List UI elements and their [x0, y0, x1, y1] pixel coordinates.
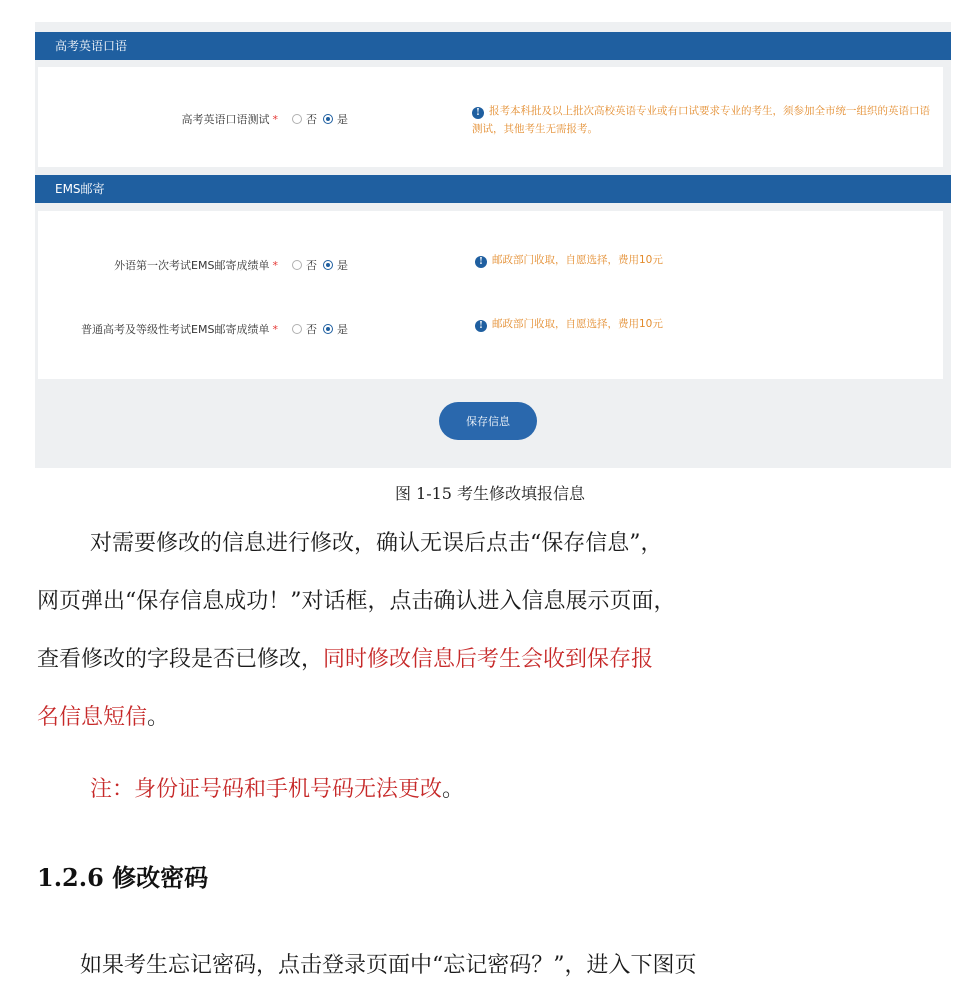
ems-field-options-2: [286, 321, 348, 337]
oral-test-card: [38, 67, 943, 167]
radio-no-label: 否: [306, 113, 317, 126]
info-icon: !: [475, 256, 487, 268]
paragraph-line: 对需要修改的信息进行修改，确认无误后点击“保存信息”，: [90, 531, 663, 556]
oral-test-label: 高考英语口语测试 *: [181, 113, 278, 126]
radio-yes[interactable]: [323, 324, 333, 334]
ems-hint-1: ! 邮政部门收取，自愿选择，费用10元: [475, 251, 663, 269]
oral-test-options: [286, 111, 348, 127]
paragraph-line: 名信息短信。: [37, 705, 170, 730]
radio-yes-label: 是: [337, 259, 348, 272]
radio-yes-label: 是: [337, 113, 348, 126]
save-info-button[interactable]: 保存信息: [439, 402, 537, 440]
radio-no[interactable]: [292, 114, 302, 124]
info-icon: !: [472, 107, 484, 119]
required-mark: *: [272, 259, 278, 272]
ems-field-options-1: [286, 257, 348, 273]
note-line: 注：身份证号码和手机号码无法更改。: [90, 777, 465, 802]
section-header-oral-test: 高考英语口语: [35, 32, 951, 60]
required-mark: *: [272, 113, 278, 126]
ems-field-label-2: 普通高考及等级性考试EMS邮寄成绩单 *: [81, 323, 278, 336]
paragraph-line: 网页弹出“保存信息成功！”对话框，点击确认进入信息展示页面，: [37, 589, 676, 614]
radio-no-label: 否: [306, 259, 317, 272]
info-icon: !: [475, 320, 487, 332]
section-heading: 1.2.6 修改密码: [37, 863, 209, 892]
emphasis-text: 名信息短信: [37, 705, 148, 730]
radio-no-label: 否: [306, 323, 317, 336]
section-header-ems: EMS邮寄: [35, 175, 951, 203]
figure-caption: 图 1-15 考生修改填报信息: [394, 484, 586, 503]
radio-yes-label: 是: [337, 323, 348, 336]
paragraph-line: 如果考生忘记密码，点击登录页面中“忘记密码？”，进入下图页: [80, 953, 697, 978]
radio-no[interactable]: [292, 260, 302, 270]
paragraph-line: 查看修改的字段是否已修改，同时修改信息后考生会收到保存报: [37, 647, 654, 672]
required-mark: *: [272, 323, 278, 336]
ems-card: [38, 211, 943, 379]
radio-yes[interactable]: [323, 114, 333, 124]
emphasis-text: 同时修改信息后考生会收到保存报: [323, 647, 654, 672]
radio-no[interactable]: [292, 324, 302, 334]
ems-hint-2: ! 邮政部门收取，自愿选择，费用10元: [475, 315, 663, 333]
ems-field-label-1: 外语第一次考试EMS邮寄成绩单 *: [114, 259, 278, 272]
radio-yes[interactable]: [323, 260, 333, 270]
form-screenshot: [35, 22, 951, 468]
oral-test-hint: ! 报考本科批及以上批次高校英语专业或有口试要求专业的考生，须参加全市统一组织的英语口语测试，其他考生无需报考。: [472, 105, 930, 135]
note-text: 注：身份证号码和手机号码无法更改: [90, 777, 443, 802]
